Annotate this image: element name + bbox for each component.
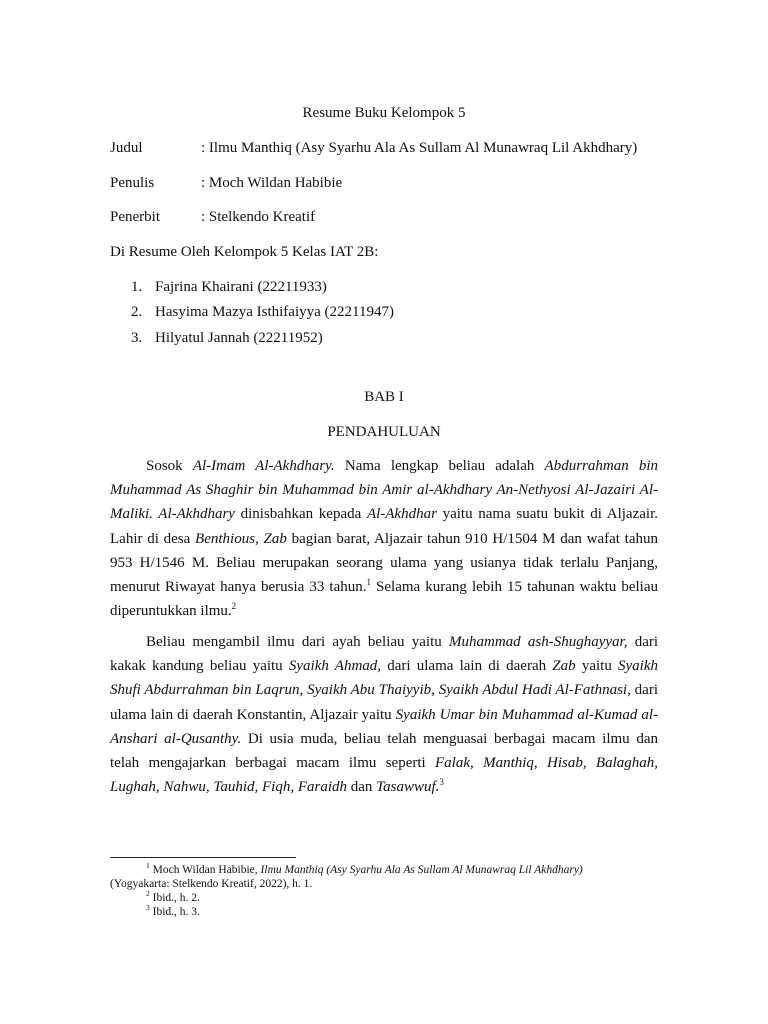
- italic-text: Syaikh Umar bin Muhammad al-Kumad al-Anshari al-Qusanthy.: [110, 706, 659, 747]
- footnote-reference: 1: [366, 577, 371, 588]
- member-name: Hasyima Mazya Isthifaiyya (22211947): [155, 304, 394, 320]
- text-run: dinisbahkan kepada: [234, 506, 367, 523]
- member-name: Hilyatul Jannah (22211952): [155, 330, 323, 346]
- meta-value-penerbit: : Stelkendo Kreatif: [201, 209, 316, 225]
- italic-text: Zab: [552, 658, 576, 675]
- footnote-separator: [110, 857, 296, 858]
- document-title: Resume Buku Kelompok 5: [302, 105, 466, 121]
- meta-value-penulis: : Moch Wildan Habibie: [201, 175, 343, 191]
- text-run: dari ulama lain di daerah Konstantin, Aljazair yaitu: [110, 682, 658, 723]
- footnote-marker: 3: [146, 903, 150, 913]
- footnote-author: Moch Wildan Habibie,: [152, 864, 261, 876]
- italic-text: Al-Akhdhar: [366, 506, 437, 523]
- footnote-text: Ibid., h. 3.: [152, 906, 200, 918]
- italic-text: Al-Imam Al-Akhdhary.: [192, 458, 335, 474]
- text-run: Beliau mengambil ilmu dari ayah beliau yaitu: [146, 634, 449, 650]
- footnote-text: Ibid., h. 2.: [152, 892, 200, 904]
- text-run: dari ulama lain di daerah: [381, 658, 553, 675]
- meta-label-penerbit: Penerbit: [110, 209, 160, 225]
- member-number: 2.: [131, 304, 143, 320]
- meta-value-judul: : Ilmu Manthiq (Asy Syarhu Ala As Sullam Al Munawraq Lil Akhdhary): [201, 140, 638, 156]
- italic-text: Falak, Manthiq, Hisab, Balaghah, Lughah, Nahwu, Tauhid, Fiqh, Faraidh: [110, 755, 658, 796]
- italic-text: Muhammad ash-Shughayyar,: [449, 634, 628, 650]
- text-run: yaitu: [575, 658, 619, 675]
- footnote-reference: 2: [231, 601, 237, 612]
- footnote-marker: 1: [146, 861, 150, 871]
- member-name: Fajrina Khairani (22211933): [155, 279, 327, 295]
- meta-label-penulis: Penulis: [110, 175, 155, 191]
- footnote-reference: 3: [439, 777, 444, 788]
- text-run: Di usia muda, beliau telah menguasai berbagai macam ilmu dan telah mengajarkan berbagai macam ilmu seperti: [110, 730, 658, 772]
- text-run: Nama lengkap beliau adalah: [334, 458, 545, 474]
- italic-text: Syaikh Shufi Abdurrahman bin Laqrun, Syaikh Abu Thaiyyib, Syaikh Abdul Hadi Al-Fathnasi,: [110, 658, 658, 699]
- body-paragraph-1: [110, 454, 658, 623]
- chapter-number: BAB I: [364, 389, 404, 405]
- resumed-by-text: Di Resume Oleh Kelompok 5 Kelas IAT 2B:: [110, 244, 379, 260]
- meta-label-judul: Judul: [110, 140, 143, 156]
- text-run: Sosok: [146, 458, 193, 474]
- footnote-marker: 2: [146, 889, 150, 899]
- body-paragraph-2: [110, 630, 658, 799]
- member-number: 3.: [131, 330, 143, 346]
- text-run: bagian barat, Aljazair tahun 910 H/1504 M dan wafat tahun 953 H/1546 M. Beliau merupakan seorang ulama yang usianya tidak terlalu Panjang, menurut Riwayat hanya berusia 33 tahun.: [110, 530, 658, 596]
- footnote-book-title: Ilmu Manthiq (Asy Syarhu Ala As Sullam Al Munawraq Lil Akhdhary): [260, 864, 583, 876]
- italic-text: Abdurrahman bin Muhammad As Shaghir bin Muhammad bin Amir al-Akhdhary An-Nethyosi Al-Jazairi Al-Maliki. Al-Akhdhary: [110, 458, 659, 523]
- footnote-1-continuation: (Yogyakarta: Stelkendo Kreatif, 2022), h. 1.: [110, 878, 313, 890]
- italic-text: Syaikh Ahmad,: [288, 658, 382, 675]
- text-run: dan: [346, 779, 377, 796]
- footnote-3: [146, 903, 200, 920]
- text-run: yaitu nama suatu bukit di Aljazair. Lahir di desa: [110, 506, 658, 547]
- footnote-1: [146, 861, 583, 878]
- text-run: Selama kurang lebih 15 tahunan waktu beliau diperuntukkan ilmu.: [110, 579, 658, 620]
- text-run: dari kakak kandung beliau yaitu: [110, 634, 659, 675]
- member-number: 1.: [131, 279, 143, 295]
- footnote-2: [146, 889, 200, 906]
- chapter-title: PENDAHULUAN: [327, 424, 441, 440]
- italic-text: Benthious, Zab: [195, 530, 287, 547]
- italic-text: Tasawwuf.: [376, 779, 440, 796]
